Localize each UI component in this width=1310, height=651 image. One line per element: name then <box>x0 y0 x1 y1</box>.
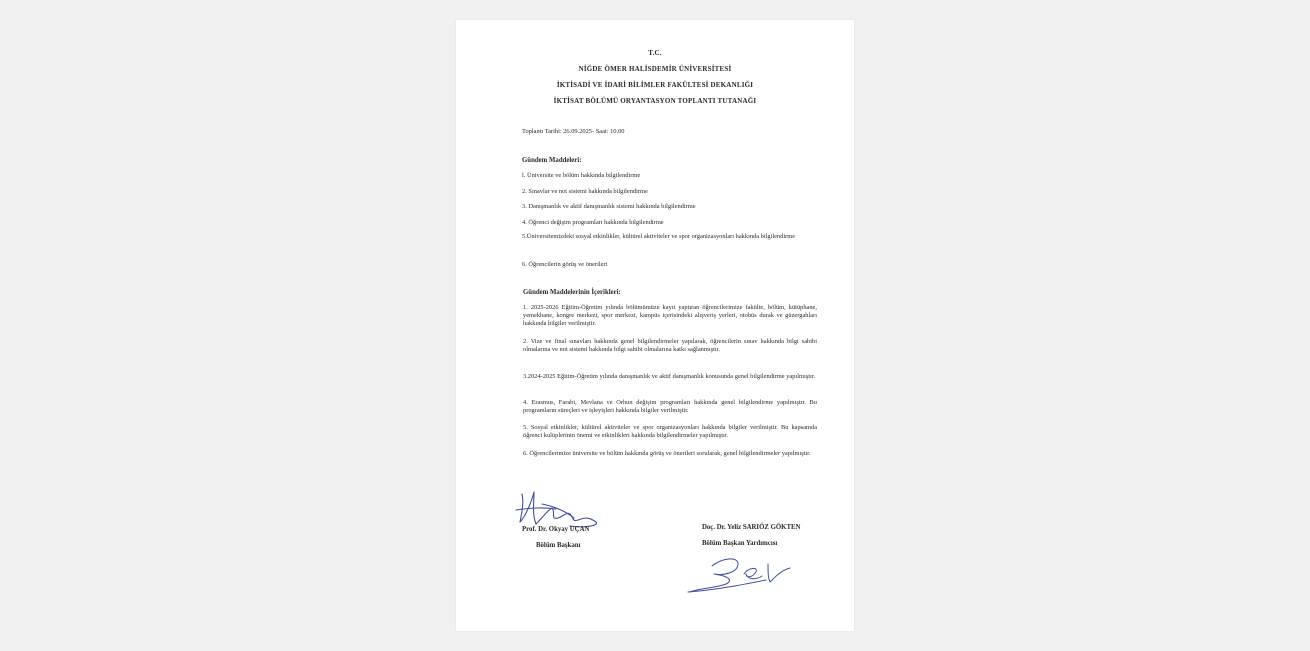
agenda-item: l. Üniversite ve bölüm hakkında bilgilendirme <box>522 172 641 179</box>
signature-right-image <box>686 554 798 594</box>
agenda-item: 3. Danışmanlık ve aktif danışmanlık sistemi hakkında bilgilendirme <box>522 203 696 210</box>
agenda-item: 4. Öğrenci değişim programları hakkında bilgilendirme <box>522 219 664 226</box>
header-tc: T.C. <box>648 49 662 57</box>
header-faculty: İKTİSADİ VE İDARİ BİLİMLER FAKÜLTESİ DEKANLIĞI <box>556 81 754 89</box>
content-item: 1. 2025-2026 Eğitim-Öğretim yılında bölümümüze kayıt yaptıran öğrencilerimize fakülte, bölüm, kütüphane, yemekhane, kongre merkezi, spor merkezi, kampüs içerisindeki alışveriş yerleri, otobüs durak ve güzergahları hakkında bilgiler verilmiştir. <box>523 304 817 327</box>
signatory-left-title: Bölüm Başkanı <box>536 542 581 549</box>
content-item: 4. Erasmus, Farabi, Mevlana ve Orhun değişim programları hakkında genel bilgilendirme yapılmıştır. Bu programların süreçleri ve işleyişleri hakkında bilgiler verilmiştir. <box>523 399 817 414</box>
agenda-heading: Gündem Maddeleri: <box>522 157 582 164</box>
content-item: 3.2024-2025 Eğitim-Öğretim yılında danışmanlık ve aktif danışmanlık konusunda genel bilgilendirme yapılmıştır. <box>523 373 816 380</box>
signatory-right-title: Bölüm Başkan Yardımcısı <box>702 540 778 547</box>
content-item: 2. Vize ve final sınavları hakkında genel bilgilendirmeler yapılarak, öğrencilerin sınav hakkında bilgi sahibi olmalarına ve not sistemi hakkında bilgi sahibi olmalarına katkı sağlanmıştır. <box>523 338 817 353</box>
agenda-item: 6. Öğrencilerin görüş ve önerileri <box>522 261 608 268</box>
signature-left-image <box>512 488 604 530</box>
document-page <box>456 20 854 631</box>
agenda-item: 2. Sınavlar ve not sistemi hakkında bilgilendirme <box>522 188 648 195</box>
agenda-item: 5.Üniversitemizdeki sosyal etkinlikler, kültürel aktiviteler ve spor organizasyonları hakkında bilgilendirme <box>522 233 796 240</box>
meeting-date: Toplantı Tarihi: 26.09.2025- Saat: 10.00 <box>522 128 625 135</box>
content-item: 5. Sosyal etkinlikler, kültürel aktiviteler ve spor organizasyonları hakkında bilgiler verilmiştir. Bu kapsamda öğrenci kulüplerinin önemi ve etkinlikleri hakkında bilgilendirmeler yapılmıştır. <box>523 424 817 439</box>
content-item: 6. Öğrencilerimize üniversite ve bölüm hakkında görüş ve önerileri sorularak, genel bilgilendirmeler yapılmıştır. <box>523 450 811 457</box>
header-university: NİĞDE ÖMER HALİSDEMİR ÜNİVERSİTESİ <box>578 65 732 73</box>
contents-heading: Gündem Maddelerinin İçerikleri: <box>523 289 621 296</box>
header-meeting-title: İKTİSAT BÖLÜMÜ ORYANTASYON TOPLANTI TUTANAĞI <box>553 97 757 105</box>
signatory-right-name: Doç. Dr. Yeliz SARIÖZ GÖKTEN <box>702 524 801 531</box>
signatory-left-name: Prof. Dr. Okyay UÇAN <box>522 526 590 533</box>
